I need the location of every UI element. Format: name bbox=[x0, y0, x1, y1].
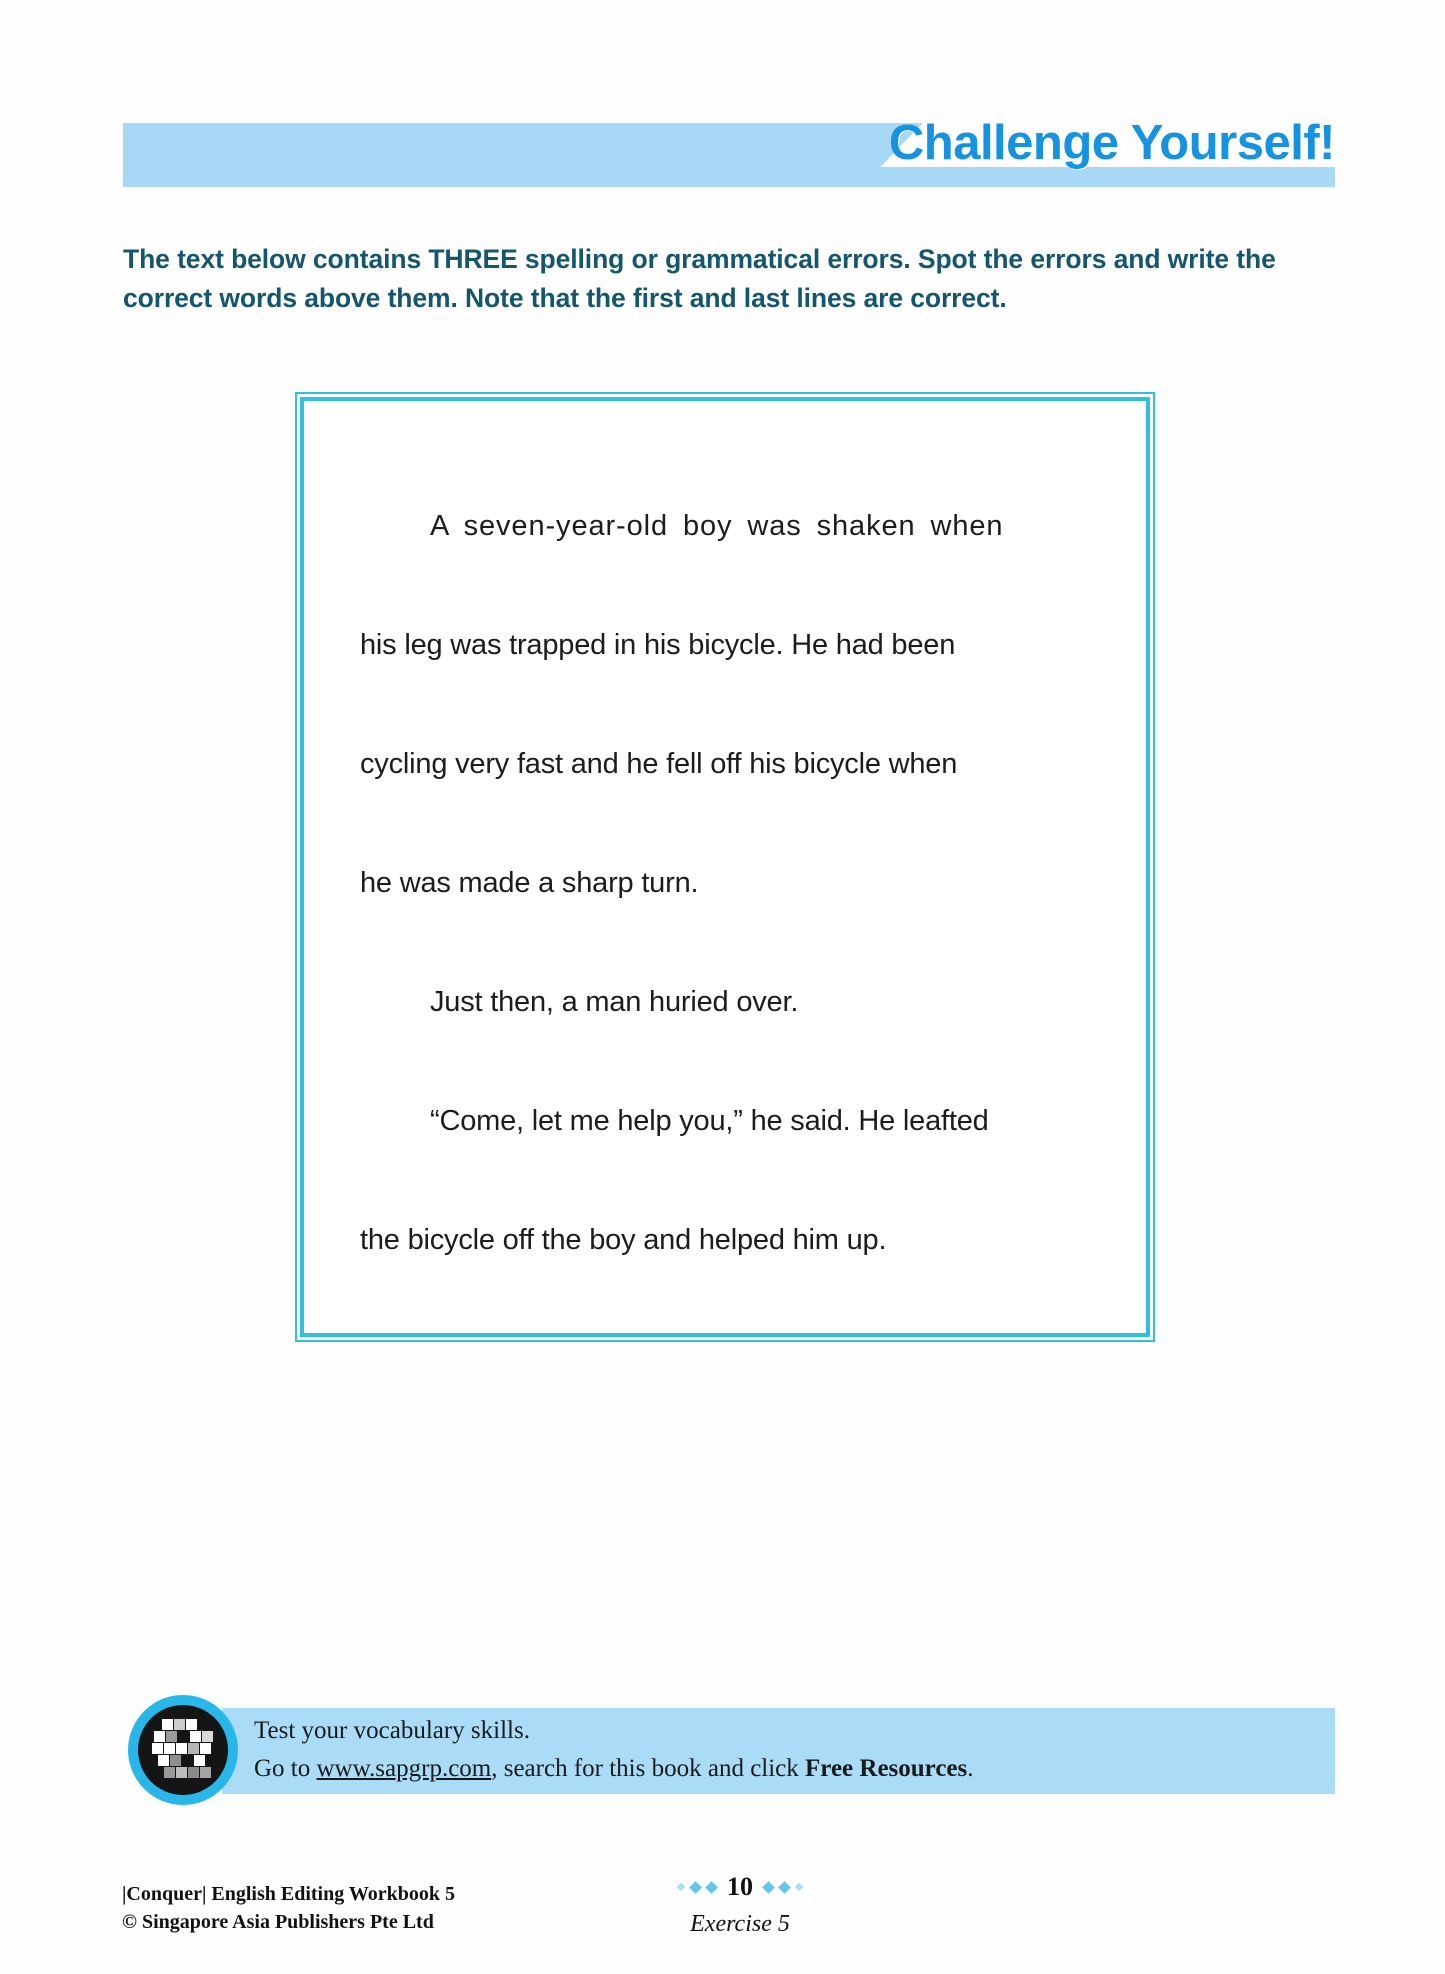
footer-credits bbox=[122, 1880, 455, 1936]
resource-line-1: Test your vocabulary skills. bbox=[254, 1717, 530, 1744]
passage-line: cycling very fast and he fell off his bicycle when bbox=[360, 748, 958, 780]
resource-url-link[interactable]: www.sapgrp.com bbox=[316, 1755, 492, 1782]
free-resources-label: Free Resources bbox=[805, 1755, 968, 1782]
passage-line: “Come, let me help you,” he said. He leafted bbox=[430, 1105, 989, 1137]
crossword-grid-icon bbox=[138, 1705, 228, 1795]
header-banner bbox=[123, 116, 1335, 187]
crossword-puzzle-icon bbox=[128, 1695, 238, 1805]
resource-middle-text: , search for this book and click bbox=[491, 1755, 806, 1782]
diamond-ornament-icon bbox=[677, 1883, 685, 1891]
passage-text bbox=[304, 467, 1146, 1300]
diamond-ornament-icon bbox=[705, 1881, 718, 1894]
resource-text bbox=[254, 1712, 1254, 1788]
diamond-ornament-icon bbox=[778, 1881, 791, 1894]
resource-line-2 bbox=[254, 1750, 1254, 1788]
page-title: Challenge Yourself! bbox=[888, 116, 1335, 170]
passage-line: Just then, a man huried over. bbox=[430, 986, 799, 1018]
icon-disc bbox=[138, 1705, 228, 1795]
passage-line: A seven-year-old boy was shaken when bbox=[430, 510, 1004, 542]
passage-line: his leg was trapped in his bicycle. He had been bbox=[360, 629, 956, 661]
diamond-ornament-icon bbox=[689, 1881, 702, 1894]
page-number: 10 bbox=[727, 1872, 753, 1901]
exercise-label: Exercise 5 bbox=[690, 1911, 790, 1937]
publisher-credit: © Singapore Asia Publishers Pte Ltd bbox=[122, 1911, 434, 1933]
diamond-ornament-icon bbox=[795, 1883, 803, 1891]
passage-line: the bicycle off the boy and helped him up. bbox=[360, 1224, 887, 1256]
book-title-credit: |Conquer| English Editing Workbook 5 bbox=[122, 1883, 455, 1905]
page-number-row bbox=[620, 1872, 860, 1902]
passage-line: he was made a sharp turn. bbox=[360, 867, 699, 899]
passage-box-inner-border bbox=[300, 397, 1150, 1337]
passage-box bbox=[295, 392, 1155, 1342]
resource-goto-prefix: Go to bbox=[254, 1755, 317, 1782]
resource-suffix: . bbox=[967, 1755, 974, 1782]
page-footer-center bbox=[620, 1872, 860, 1938]
instruction-text: The text below contains THREE spelling or grammatical errors. Spot the errors and write the correct words above them. Note that the first and last lines are correct. bbox=[123, 244, 1276, 313]
diamond-ornament-icon bbox=[762, 1881, 775, 1894]
